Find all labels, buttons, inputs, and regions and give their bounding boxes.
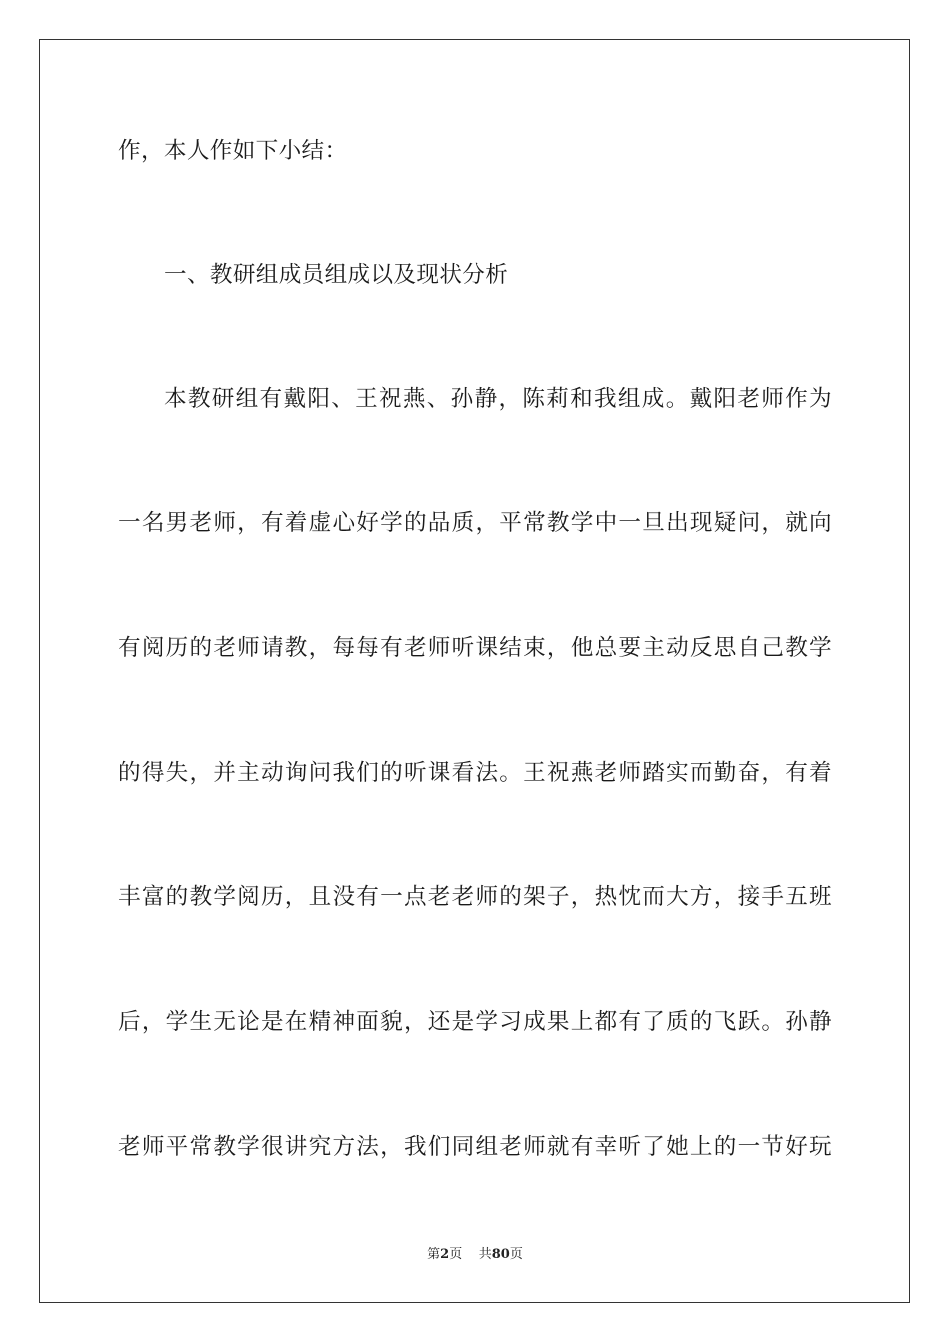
footer-page-suffix: 页 <box>449 1247 463 1262</box>
page-border <box>39 39 910 1303</box>
paragraph-line: 的得失，并主动询问我们的听课看法。王祝燕老师踏实而勤奋，有着 <box>118 760 832 786</box>
footer-page-number: 2 <box>440 1247 450 1262</box>
paragraph-line: 有阅历的老师请教，每每有老师听课结束，他总要主动反思自己教学 <box>118 635 832 661</box>
footer-page-prefix: 第 <box>427 1247 441 1262</box>
footer-total-pages: 80 <box>491 1247 510 1262</box>
paragraph-line: 一名男老师，有着虚心好学的品质，平常教学中一旦出现疑问，就向 <box>118 510 832 536</box>
paragraph-line: 后，学生无论是在精神面貌，还是学习成果上都有了质的飞跃。孙静 <box>118 1009 832 1035</box>
footer-total-prefix: 共 <box>478 1247 492 1262</box>
paragraph-line: 丰富的教学阅历，且没有一点老老师的架子，热忱而大方，接手五班 <box>118 884 832 910</box>
paragraph-line: 本教研组有戴阳、王祝燕、孙静，陈莉和我组成。戴阳老师作为 <box>164 386 832 412</box>
paragraph-line: 老师平常教学很讲究方法，我们同组老师就有幸听了她上的一节好玩 <box>118 1134 832 1160</box>
page-footer <box>0 1245 950 1265</box>
footer-total-suffix: 页 <box>509 1247 523 1262</box>
paragraph-line: 作，本人作如下小结： <box>118 138 348 164</box>
section-heading: 一、教研组成员组成以及现状分析 <box>164 262 509 288</box>
